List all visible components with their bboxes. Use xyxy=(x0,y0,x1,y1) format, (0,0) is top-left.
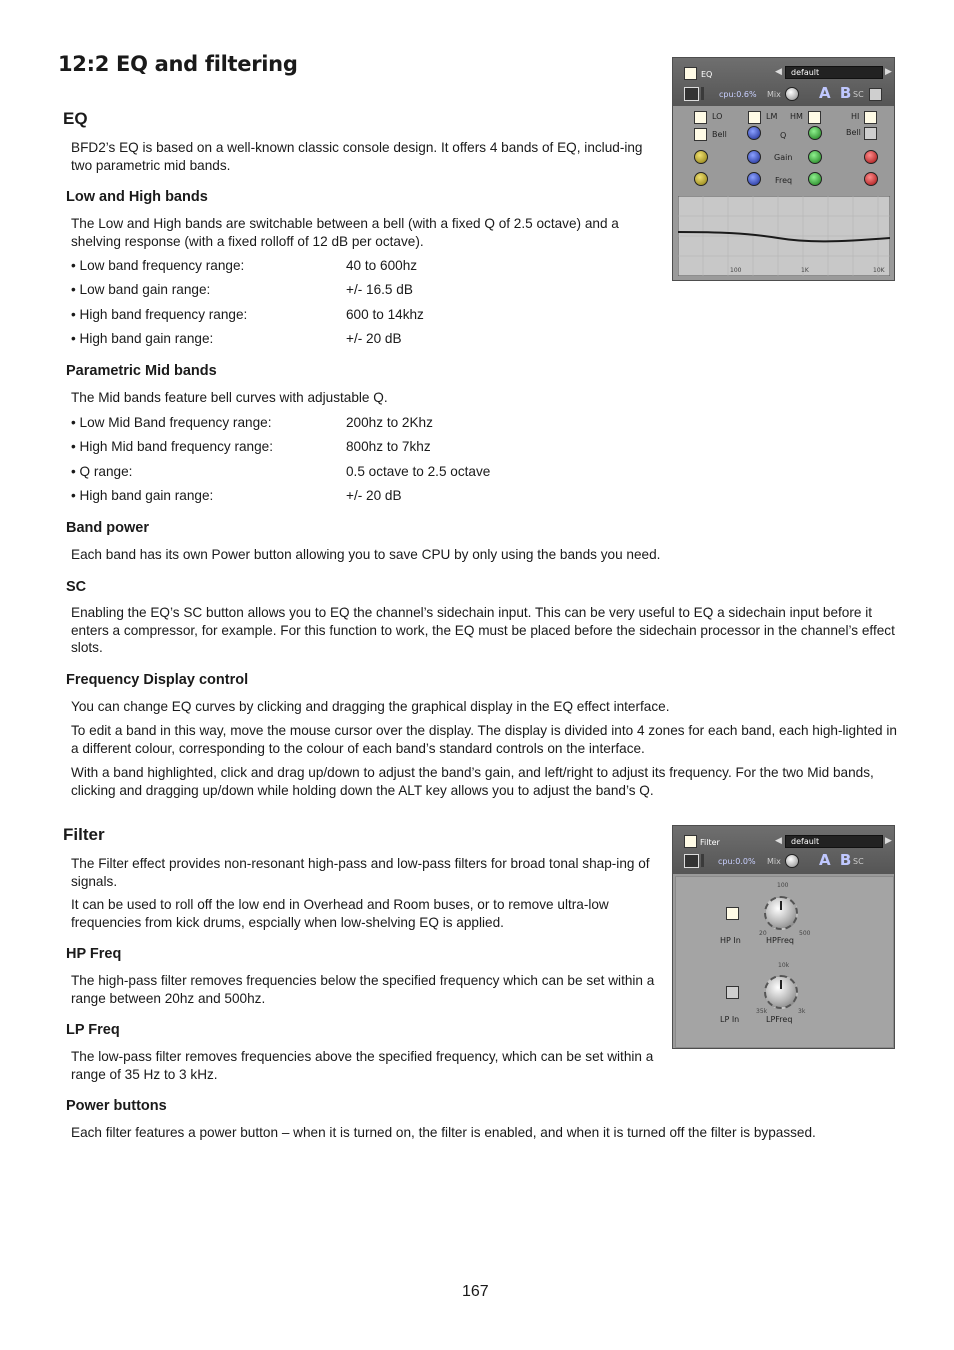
hp-in-label: HP In xyxy=(720,936,741,945)
lm-gain-knob[interactable] xyxy=(747,150,761,164)
freq-display-p3: With a band highlighted, click and drag up/down to adjust the band’s gain, and left/right to adjust its frequency. For the two Mid bands, clicking and dragging up/down while holding down the ALT key allows you to adjust the band’s Q. xyxy=(71,765,874,798)
eq-mix-label: Mix xyxy=(767,90,781,99)
low-high-text: The Low and High bands are switchable between a bell (with a fixed Q of 2.5 octave) and a shelving response (with a fixed rolloff of 12 dB per octave). xyxy=(71,216,619,249)
eq-sc-label: SC xyxy=(853,90,864,99)
lp-heading: LP Freq xyxy=(66,1022,120,1038)
ab-compare-toggle[interactable]: A B xyxy=(819,84,854,102)
filter-heading: Filter xyxy=(63,825,105,844)
hp-freq-label: HPFreq xyxy=(766,936,794,945)
eq-plugin-name: EQ xyxy=(701,70,713,79)
axis-label-10k: 10K xyxy=(873,267,885,274)
filter-power-toggle[interactable] xyxy=(684,835,697,848)
sc-heading: SC xyxy=(66,579,87,595)
lp-in-label: LP In xyxy=(720,1015,740,1024)
lo-band-toggle[interactable] xyxy=(694,111,707,124)
spec-row: • Low band frequency range: 40 to 600hz xyxy=(71,258,418,273)
filter-mix-knob[interactable] xyxy=(785,854,799,868)
lp-min-label: 35k xyxy=(756,1008,768,1015)
page-number: 167 xyxy=(462,1283,489,1300)
band-power-text: Each band has its own Power button allowing you to save CPU by only using the bands you need. xyxy=(71,547,661,562)
hp-in-toggle[interactable] xyxy=(726,907,739,920)
lp-freq-knob[interactable] xyxy=(764,975,798,1009)
filter-plugin-panel xyxy=(672,825,895,1049)
hi-bell-toggle[interactable] xyxy=(864,127,877,140)
lm-band-toggle[interactable] xyxy=(748,111,761,124)
axis-label-100: 100 xyxy=(730,267,742,274)
hm-gain-knob[interactable] xyxy=(808,150,822,164)
hi-gain-knob[interactable] xyxy=(864,150,878,164)
hp-top-label: 100 xyxy=(777,882,789,889)
hi-label: HI xyxy=(851,112,860,121)
hp-max-label: 500 xyxy=(799,930,811,937)
filter-plugin-name: Filter xyxy=(700,838,720,847)
ab-compare-toggle[interactable]: A B xyxy=(819,851,854,869)
eq-sc-toggle[interactable] xyxy=(869,88,882,101)
filter-p1: The Filter effect provides non-resonant high-pass and low-pass filters for broad tonal shap-ing of signals. xyxy=(71,856,650,889)
preset-next-icon[interactable]: ▶ xyxy=(885,67,892,77)
eq-cpu-readout: cpu:0.6% xyxy=(719,90,757,99)
page-title: 12:2 EQ and filtering xyxy=(58,52,298,76)
lp-freq-label: LPFreq xyxy=(766,1015,793,1024)
filter-cpu-readout: cpu:0.0% xyxy=(718,857,756,866)
list-icon[interactable] xyxy=(684,87,699,101)
hi-bell-label: Bell xyxy=(846,128,861,137)
power-heading: Power buttons xyxy=(66,1098,167,1114)
axis-label-1k: 1K xyxy=(801,267,809,274)
hp-freq-knob[interactable] xyxy=(764,896,798,930)
lm-freq-knob[interactable] xyxy=(747,172,761,186)
preset-prev-icon[interactable]: ◀ xyxy=(775,836,782,846)
hi-freq-knob[interactable] xyxy=(864,172,878,186)
eq-power-toggle[interactable] xyxy=(684,67,697,80)
hm-band-toggle[interactable] xyxy=(808,111,821,124)
spec-row: • Low band gain range: +/- 16.5 dB xyxy=(71,282,413,297)
freq-display-p2: To edit a band in this way, move the mouse cursor over the display. The display is divided into 4 zones for each band, each high-lighted in a different colour, corresponding to the colour of each band’s standard controls on the interface. xyxy=(71,723,897,756)
meter-icon xyxy=(701,87,704,100)
hi-band-toggle[interactable] xyxy=(864,111,877,124)
freq-display-p1: You can change EQ curves by clicking and dragging the graphical display in the EQ effect interface. xyxy=(71,699,670,714)
eq-heading: EQ xyxy=(63,109,88,128)
lp-top-label: 10k xyxy=(778,962,790,969)
eq-preset-select[interactable]: default xyxy=(785,66,883,79)
freq-display-heading: Frequency Display control xyxy=(66,672,249,688)
lm-label: LM xyxy=(766,112,778,121)
filter-p2: It can be used to roll off the low end in Overhead and Room buses, or to remove ultra-low frequencies from kick drums, espcially when low-shelving EQ is applied. xyxy=(71,897,609,930)
lp-max-label: 3k xyxy=(798,1008,806,1015)
lo-label: LO xyxy=(712,112,723,121)
power-text: Each filter features a power button – when it is turned on, the filter is enabled, and when it is turned off the filter is bypassed. xyxy=(71,1125,816,1140)
gain-label: Gain xyxy=(774,153,793,162)
preset-prev-icon[interactable]: ◀ xyxy=(775,67,782,77)
band-power-heading: Band power xyxy=(66,520,149,536)
hp-heading: HP Freq xyxy=(66,946,122,962)
lp-in-toggle[interactable] xyxy=(726,986,739,999)
spec-row: • Q range: 0.5 octave to 2.5 octave xyxy=(71,464,491,479)
hp-min-label: 20 xyxy=(759,930,767,937)
lo-bell-label: Bell xyxy=(712,130,727,139)
spec-row: • High band gain range: +/- 20 dB xyxy=(71,488,402,503)
low-high-heading: Low and High bands xyxy=(66,189,208,205)
eq-mix-knob[interactable] xyxy=(785,87,799,101)
preset-next-icon[interactable]: ▶ xyxy=(885,836,892,846)
lo-freq-knob[interactable] xyxy=(694,172,708,186)
sc-text: Enabling the EQ’s SC button allows you to EQ the channel’s sidechain input. This can be very useful to EQ a sidechain input before it enters a compressor, for example. For this function to work, the EQ must be placed before the sidechain processor in the channel’s effect slots. xyxy=(71,605,895,655)
spec-row: • High band frequency range: 600 to 14khz xyxy=(71,307,424,322)
spec-row: • High Mid band frequency range: 800hz to 7khz xyxy=(71,439,431,454)
mid-heading: Parametric Mid bands xyxy=(66,363,217,379)
mid-text: The Mid bands feature bell curves with adjustable Q. xyxy=(71,390,388,405)
lm-q-knob[interactable] xyxy=(747,126,761,140)
eq-frequency-display[interactable] xyxy=(678,196,890,276)
hm-label: HM xyxy=(790,112,803,121)
hp-text: The high-pass filter removes frequencies below the specified frequency which can be set within a range between 20hz and 500hz. xyxy=(71,973,655,1006)
hm-q-knob[interactable] xyxy=(808,126,822,140)
lp-text: The low-pass filter removes frequencies above the specified frequency, which can be set within a range of 35 Hz to 3 kHz. xyxy=(71,1049,654,1082)
q-label: Q xyxy=(780,131,787,140)
filter-plugin-header xyxy=(673,826,894,874)
spec-row: • High band gain range: +/- 20 dB xyxy=(71,331,402,346)
lo-bell-toggle[interactable] xyxy=(694,128,707,141)
freq-label: Freq xyxy=(775,176,793,185)
spec-row: • Low Mid Band frequency range: 200hz to 2Khz xyxy=(71,415,433,430)
lo-gain-knob[interactable] xyxy=(694,150,708,164)
hm-freq-knob[interactable] xyxy=(808,172,822,186)
meter-icon xyxy=(701,854,704,867)
list-icon[interactable] xyxy=(684,854,699,868)
filter-mix-label: Mix xyxy=(767,857,781,866)
filter-sc-label: SC xyxy=(853,857,864,866)
eq-plugin-panel xyxy=(672,57,895,281)
filter-preset-select[interactable]: default xyxy=(785,835,883,848)
eq-intro: BFD2’s EQ is based on a well-known classic console design. It offers 4 bands of EQ, includ-ing two parametric mid bands. xyxy=(71,140,643,173)
